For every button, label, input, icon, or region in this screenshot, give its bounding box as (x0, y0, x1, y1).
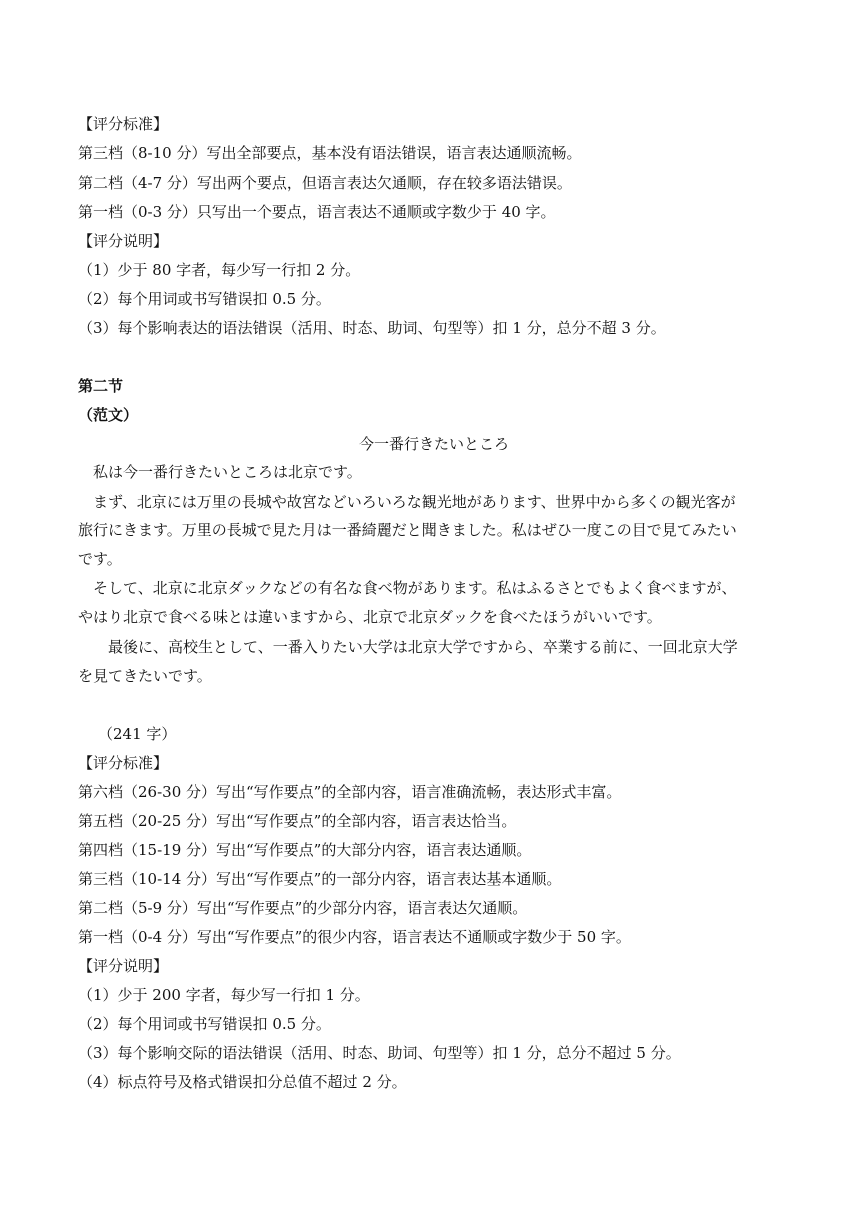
criteria-heading-2: 【评分标准】 (78, 754, 169, 772)
sample-label: （范文） (78, 406, 139, 424)
section-heading: 第二节 (78, 377, 124, 395)
criteria-item: 第五档（20-25 分）写出“写作要点”的全部内容，语言表达恰当。 (78, 812, 517, 830)
criteria-item: 第二档（4-7 分）写出两个要点，但语言表达欠通顺，存在较多语法错误。 (78, 174, 572, 192)
word-count: （241 字） (98, 725, 177, 743)
essay-line: です。 (78, 550, 122, 568)
notes-heading-2: 【评分说明】 (78, 957, 169, 975)
essay-line: そして、北京に北京ダックなどの有名な食べ物があります。私はふるさとでもよく食べますが、 (78, 579, 737, 597)
notes-item: （3）每个影响交际的语法错误（活用、时态、助词、句型等）扣 1 分，总分不超过 5 分。 (78, 1044, 681, 1062)
essay-title: 今一番行きたいところ (358, 435, 509, 453)
essay-line: 旅行にきます。万里の長城で見た月は一番綺麗だと聞きました。私はぜひ一度この目で見てみたい (78, 521, 737, 539)
criteria-item: 第一档（0-3 分）只写出一个要点，语言表达不通顺或字数少于 40 字。 (78, 203, 556, 221)
essay-line: まず、北京には万里の長城や故宮などいろいろな観光地があります、世界中から多くの観光客が (78, 493, 736, 511)
essay-line: 最後に、高校生として、一番入りたい大学は北京大学ですから、卒業する前に、一回北京大学 (78, 638, 738, 656)
essay-line: 私は今一番行きたいところは北京です。 (78, 463, 362, 481)
notes-item: （2）每个用词或书写错误扣 0.5 分。 (78, 290, 331, 308)
notes-item: （1）少于 80 字者，每少写一行扣 2 分。 (78, 261, 361, 279)
notes-item: （1）少于 200 字者，每少写一行扣 1 分。 (78, 986, 370, 1004)
criteria-heading-1: 【评分标准】 (78, 115, 169, 133)
criteria-item: 第六档（26-30 分）写出“写作要点”的全部内容，语言准确流畅，表达形式丰富。 (78, 783, 622, 801)
essay-line: やはり北京で食べる味とは違いますから、北京で北京ダックを食べたほうがいいです。 (78, 608, 662, 626)
criteria-item: 第四档（15-19 分）写出“写作要点”的大部分内容，语言表达通顺。 (78, 841, 532, 859)
criteria-item: 第三档（10-14 分）写出“写作要点”的一部分内容，语言表达基本通顺。 (78, 870, 562, 888)
notes-item: （4）标点符号及格式错误扣分总值不超过 2 分。 (78, 1073, 407, 1091)
criteria-item: 第三档（8-10 分）写出全部要点，基本没有语法错误，语言表达通顺流畅。 (78, 144, 582, 162)
notes-item: （3）每个影响表达的语法错误（活用、时态、助词、句型等）扣 1 分，总分不超 3 分。 (78, 319, 666, 337)
criteria-item: 第一档（0-4 分）写出“写作要点”的很少内容，语言表达不通顺或字数少于 50 字。 (78, 928, 631, 946)
criteria-item: 第二档（5-9 分）写出“写作要点”的少部分内容，语言表达欠通顺。 (78, 899, 528, 917)
notes-item: （2）每个用词或书写错误扣 0.5 分。 (78, 1015, 331, 1033)
notes-heading-1: 【评分说明】 (78, 232, 169, 250)
essay-line: を見てきたいです。 (78, 667, 212, 685)
